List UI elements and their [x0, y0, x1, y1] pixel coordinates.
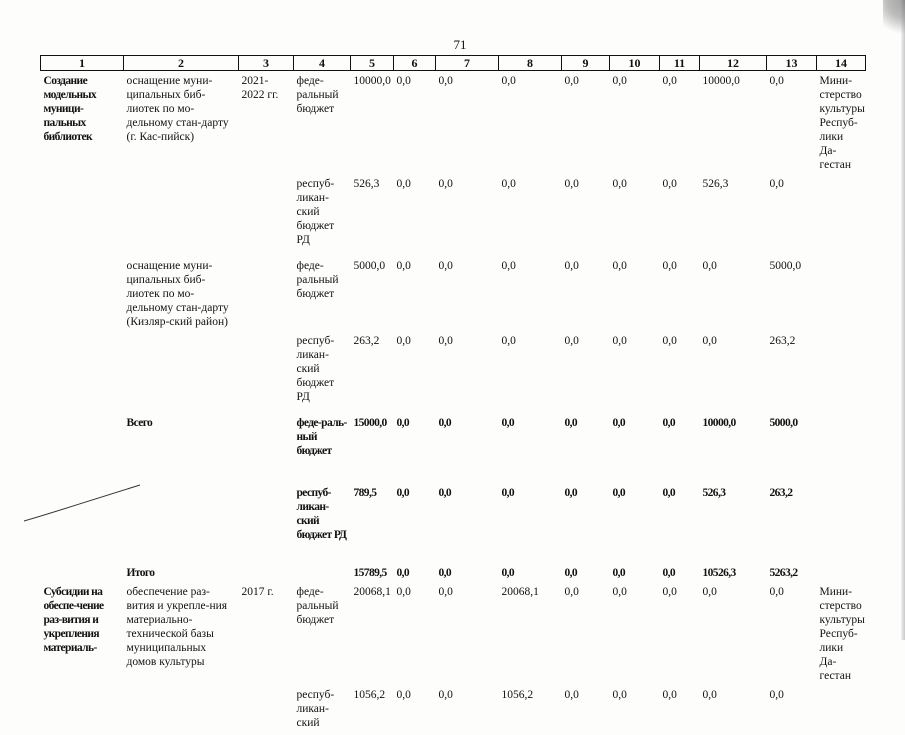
table-row: [41, 331, 866, 413]
table-body: [41, 71, 866, 735]
amount-cell: 0,0: [436, 331, 499, 413]
section-title-cell: Субсидии на обеспе-чение раз-вития и укрепления материаль-: [41, 582, 124, 685]
header-cell: 2: [124, 56, 239, 71]
amount-cell: 15000,0: [351, 413, 394, 483]
budget-source-cell: феде-раль-ный бюджет: [294, 413, 351, 483]
table-row: [41, 685, 866, 735]
executor-cell: [817, 413, 866, 483]
header-cell: 7: [436, 56, 499, 71]
period-cell: [239, 563, 294, 582]
amount-cell: 0,0: [562, 256, 610, 331]
amount-cell: 0,0: [660, 563, 700, 582]
amount-cell: 0,0: [562, 71, 610, 175]
period-cell: 2021-2022 гг.: [239, 71, 294, 175]
amount-cell: 789,5: [351, 483, 394, 563]
amount-cell: 0,0: [660, 71, 700, 175]
amount-cell: 0,0: [767, 71, 817, 175]
amount-cell: 0,0: [610, 71, 660, 175]
amount-cell: 0,0: [610, 685, 660, 735]
amount-cell: 0,0: [499, 71, 562, 175]
amount-cell: 0,0: [394, 71, 436, 175]
section-title-cell: [41, 331, 124, 413]
amount-cell: 0,0: [499, 563, 562, 582]
amount-cell: 0,0: [610, 331, 660, 413]
amount-cell: 0,0: [610, 256, 660, 331]
amount-cell: 263,2: [767, 331, 817, 413]
header-cell: 6: [394, 56, 436, 71]
header-cell: 8: [499, 56, 562, 71]
budget-source-cell: респуб-ликан-ский: [294, 685, 351, 735]
budget-source-cell: респуб-ликан-ский бюджет РД: [294, 331, 351, 413]
amount-cell: 5000,0: [351, 256, 394, 331]
measure-cell: обеспечение раз-вития и укрепле-ния материально-технической базы муниципальных домов культуры: [124, 582, 239, 685]
section-title-cell: Создание модельных муници-пальных библиотек: [41, 71, 124, 175]
amount-cell: 0,0: [394, 563, 436, 582]
period-cell: [239, 483, 294, 563]
executor-cell: [817, 331, 866, 413]
executor-cell: [817, 563, 866, 582]
table-row: [41, 174, 866, 256]
amount-cell: 0,0: [394, 331, 436, 413]
amount-cell: 0,0: [660, 483, 700, 563]
header-cell: 9: [562, 56, 610, 71]
amount-cell: 1056,2: [351, 685, 394, 735]
budget-source-cell: феде-ральный бюджет: [294, 71, 351, 175]
amount-cell: 0,0: [660, 331, 700, 413]
page-number: 71: [440, 37, 480, 53]
executor-cell: [817, 483, 866, 563]
amount-cell: 0,0: [700, 685, 767, 735]
section-title-cell: [41, 563, 124, 582]
amount-cell: 0,0: [562, 331, 610, 413]
amount-cell: 0,0: [436, 174, 499, 256]
executor-cell: Мини-стерство культуры Респуб-лики Да-гестан: [817, 71, 866, 175]
amount-cell: 0,0: [700, 582, 767, 685]
header-cell: 14: [817, 56, 866, 71]
budget-table: [40, 55, 866, 735]
amount-cell: 526,3: [700, 174, 767, 256]
header-cell: 10: [610, 56, 660, 71]
amount-cell: 0,0: [610, 483, 660, 563]
header-cell: 1: [41, 56, 124, 71]
amount-cell: 0,0: [660, 413, 700, 483]
scan-corner-mark: [883, 0, 905, 40]
amount-cell: 10000,0: [700, 413, 767, 483]
amount-cell: 263,2: [351, 331, 394, 413]
amount-cell: 20068,1: [351, 582, 394, 685]
amount-cell: 0,0: [562, 174, 610, 256]
section-title-cell: [41, 256, 124, 331]
amount-cell: 0,0: [660, 256, 700, 331]
amount-cell: 0,0: [660, 582, 700, 685]
table-row: [41, 563, 866, 582]
table-row: [41, 71, 866, 175]
header-cell: 11: [660, 56, 700, 71]
amount-cell: 526,3: [700, 483, 767, 563]
amount-cell: 0,0: [436, 71, 499, 175]
amount-cell: 0,0: [562, 563, 610, 582]
amount-cell: 10000,0: [700, 71, 767, 175]
measure-cell: Итого: [124, 563, 239, 582]
executor-cell: [817, 256, 866, 331]
amount-cell: 20068,1: [499, 582, 562, 685]
amount-cell: 0,0: [436, 582, 499, 685]
period-cell: [239, 331, 294, 413]
amount-cell: 0,0: [610, 582, 660, 685]
amount-cell: 15789,5: [351, 563, 394, 582]
period-cell: [239, 413, 294, 483]
table-row: [41, 483, 866, 563]
budget-source-cell: феде-ральный бюджет: [294, 256, 351, 331]
amount-cell: 1056,2: [499, 685, 562, 735]
section-title-cell: [41, 685, 124, 735]
amount-cell: 0,0: [562, 685, 610, 735]
amount-cell: 0,0: [767, 582, 817, 685]
amount-cell: 526,3: [351, 174, 394, 256]
amount-cell: 5000,0: [767, 256, 817, 331]
measure-cell: [124, 174, 239, 256]
header-cell: 13: [767, 56, 817, 71]
amount-cell: 0,0: [499, 256, 562, 331]
measure-cell: [124, 331, 239, 413]
header-cell: 3: [239, 56, 294, 71]
amount-cell: 0,0: [436, 256, 499, 331]
amount-cell: 0,0: [499, 413, 562, 483]
header-cell: 4: [294, 56, 351, 71]
amount-cell: 0,0: [436, 685, 499, 735]
amount-cell: 0,0: [394, 582, 436, 685]
pen-mark: [22, 483, 142, 523]
amount-cell: 10000,0: [351, 71, 394, 175]
amount-cell: 0,0: [610, 174, 660, 256]
amount-cell: 0,0: [394, 685, 436, 735]
amount-cell: 0,0: [700, 256, 767, 331]
amount-cell: 0,0: [499, 331, 562, 413]
amount-cell: 0,0: [394, 256, 436, 331]
header-cell: 12: [700, 56, 767, 71]
budget-source-cell: респуб-ликан-ский бюджет РД: [294, 174, 351, 256]
amount-cell: 10526,3: [700, 563, 767, 582]
period-cell: [239, 174, 294, 256]
scan-edge: [901, 0, 905, 640]
section-title-cell: [41, 174, 124, 256]
amount-cell: 0,0: [767, 174, 817, 256]
executor-cell: Мини-стерство культуры Респуб-лики Да-гестан: [817, 582, 866, 685]
period-cell: 2017 г.: [239, 582, 294, 685]
measure-cell: оснащение муни-ципальных биб-лиотек по мо-дельному стан-дарту (г. Кас-пийск): [124, 71, 239, 175]
amount-cell: 0,0: [436, 563, 499, 582]
amount-cell: 0,0: [767, 685, 817, 735]
amount-cell: 0,0: [562, 483, 610, 563]
budget-source-cell: феде-ральный бюджет: [294, 582, 351, 685]
amount-cell: 0,0: [610, 563, 660, 582]
amount-cell: 0,0: [660, 174, 700, 256]
amount-cell: 0,0: [660, 685, 700, 735]
amount-cell: 0,0: [610, 413, 660, 483]
table-row: [41, 256, 866, 331]
budget-source-cell: [294, 563, 351, 582]
amount-cell: 0,0: [499, 174, 562, 256]
executor-cell: [817, 685, 866, 735]
amount-cell: 0,0: [436, 483, 499, 563]
measure-cell: оснащение муни-ципальных биб-лиотек по мо-дельному стан-дарту (Кизляр-ский район): [124, 256, 239, 331]
executor-cell: [817, 174, 866, 256]
amount-cell: 5000,0: [767, 413, 817, 483]
measure-cell: Всего: [124, 413, 239, 483]
header-row: [41, 56, 866, 71]
amount-cell: 0,0: [700, 331, 767, 413]
amount-cell: 0,0: [562, 582, 610, 685]
header-cell: 5: [351, 56, 394, 71]
amount-cell: 0,0: [394, 483, 436, 563]
amount-cell: 0,0: [499, 483, 562, 563]
table-row: [41, 413, 866, 483]
budget-source-cell: респуб-ликан-ский бюджет РД: [294, 483, 351, 563]
amount-cell: 0,0: [562, 413, 610, 483]
amount-cell: 263,2: [767, 483, 817, 563]
measure-cell: [124, 685, 239, 735]
amount-cell: 0,0: [436, 413, 499, 483]
period-cell: [239, 685, 294, 735]
section-title-cell: [41, 413, 124, 483]
table-row: [41, 582, 866, 685]
period-cell: [239, 256, 294, 331]
amount-cell: 0,0: [394, 174, 436, 256]
amount-cell: 5263,2: [767, 563, 817, 582]
amount-cell: 0,0: [394, 413, 436, 483]
